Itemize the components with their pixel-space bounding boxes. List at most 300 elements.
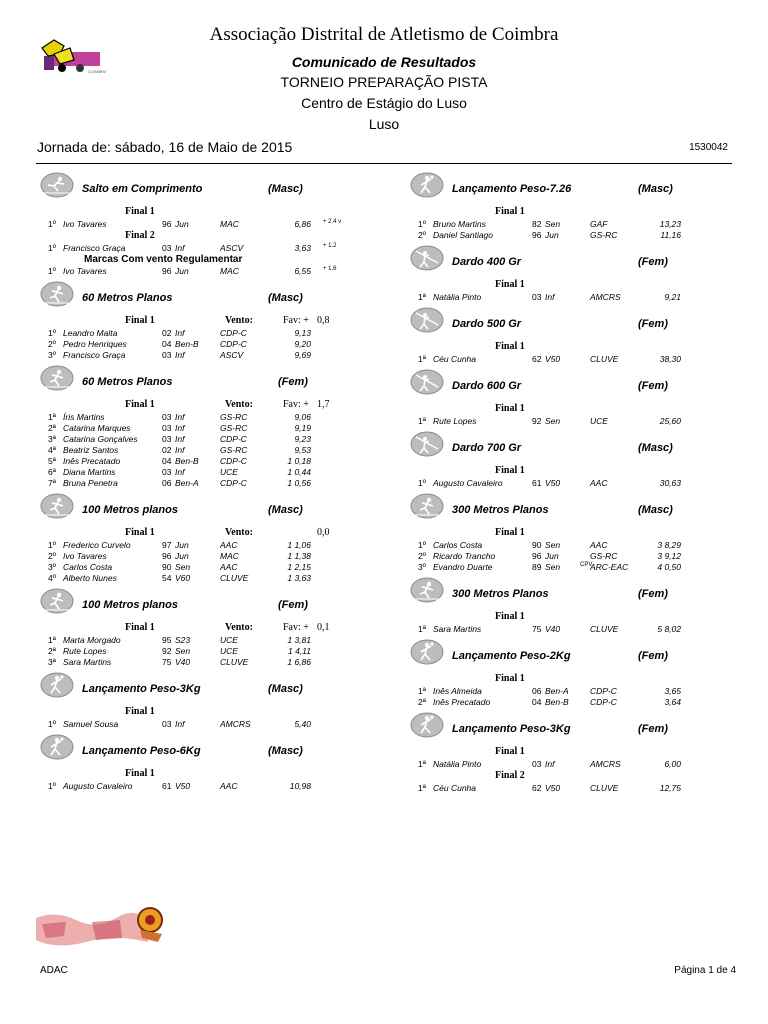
result-row	[410, 478, 730, 489]
tournament-name: TORNEIO PREPARAÇÃO PISTA	[280, 74, 488, 90]
mark: 9,69	[294, 350, 311, 360]
event-name: Dardo 700 Gr	[452, 442, 522, 454]
club: AAC	[220, 540, 238, 550]
final-header	[410, 611, 730, 624]
event-gender: (Fem)	[278, 376, 308, 388]
venue-name: Centro de Estágio do Luso	[301, 95, 467, 111]
event-section	[40, 281, 360, 365]
rank: 1ª	[418, 783, 426, 793]
birth-year: 96	[532, 551, 542, 561]
rank: 2ª	[418, 697, 426, 707]
result-row	[410, 697, 730, 708]
club: GAF	[590, 219, 608, 229]
age-category: Jun	[175, 219, 189, 229]
final-header	[410, 206, 730, 219]
birth-year: 03	[162, 423, 172, 433]
result-row	[40, 219, 360, 230]
birth-year: 04	[162, 456, 172, 466]
athlete-name: Céu Cunha	[433, 783, 477, 793]
result-row	[40, 573, 360, 584]
mark: 1 6,86	[287, 657, 311, 667]
athlete-name: Íris Martins	[63, 412, 105, 422]
rank: 2º	[48, 339, 56, 349]
result-row	[410, 354, 730, 365]
athlete-name: Francisco Graça	[63, 350, 126, 360]
birth-year: 97	[162, 540, 172, 550]
event-gender: (Masc)	[268, 292, 303, 304]
right-results-column	[410, 172, 730, 798]
age-category: Inf	[175, 423, 185, 433]
javelin-icon	[410, 369, 444, 395]
final-header	[410, 746, 730, 759]
final-label: Final 1	[125, 622, 155, 633]
mark: 9,13	[294, 328, 311, 338]
result-row	[410, 783, 730, 794]
sprint-icon	[40, 365, 74, 391]
age-category: Sen	[175, 646, 191, 656]
rank: 2º	[418, 230, 426, 240]
age-category: Sen	[545, 562, 561, 572]
birth-year: 03	[162, 719, 172, 729]
athlete-name: Evandro Duarte	[433, 562, 493, 572]
event-spacer	[40, 792, 360, 796]
rank: 5ª	[48, 456, 56, 466]
event-section	[410, 172, 730, 245]
result-row	[40, 478, 360, 489]
mark: 38,30	[659, 354, 681, 364]
final-header	[410, 770, 730, 783]
result-row	[40, 266, 360, 277]
final-label: Final 1	[495, 279, 525, 290]
rank: 1º	[48, 540, 56, 550]
age-category: Inf	[545, 759, 555, 769]
event-gender: (Masc)	[268, 745, 303, 757]
result-row	[40, 339, 360, 350]
event-gender: (Masc)	[638, 504, 673, 516]
document-title: Comunicado de Resultados	[291, 54, 477, 70]
athlete-name: Céu Cunha	[433, 354, 477, 364]
age-category: Inf	[175, 467, 185, 477]
club: CDP-C	[220, 478, 247, 488]
final-header	[40, 622, 360, 635]
club: ASCV	[220, 243, 244, 253]
wind-label: Vento:	[225, 622, 253, 633]
athlete-name: Ivo Tavares	[63, 551, 107, 561]
mark: 6,00	[664, 759, 681, 769]
event-header	[40, 734, 360, 768]
final-header	[410, 279, 730, 292]
final-header	[40, 527, 360, 540]
age-category: Sen	[545, 416, 561, 426]
sprint-icon	[40, 588, 74, 614]
mark: 3 9,12	[657, 551, 681, 561]
event-name: 100 Metros planos	[82, 504, 178, 516]
final-header	[40, 768, 360, 781]
final-label: Final 1	[125, 706, 155, 717]
shot-put-icon	[410, 712, 444, 738]
rank: 1º	[48, 266, 56, 276]
wind-value: 0,8	[317, 315, 330, 326]
mark: 1 0,44	[287, 467, 311, 477]
rank: 1ª	[48, 635, 56, 645]
mark: 30,63	[659, 478, 681, 488]
header-divider	[36, 163, 732, 164]
age-category: Inf	[175, 328, 185, 338]
birth-year: 06	[162, 478, 172, 488]
event-gender: (Fem)	[638, 588, 668, 600]
wind-label: Vento:	[225, 527, 253, 538]
result-row	[40, 646, 360, 657]
club: AAC	[220, 781, 238, 791]
age-category: V40	[545, 624, 561, 634]
athlete-name: Bruno Martins	[433, 219, 486, 229]
birth-year: 06	[532, 686, 542, 696]
event-header	[40, 172, 360, 206]
athlete-name: Leandro Malta	[63, 328, 118, 338]
birth-year: 03	[162, 434, 172, 444]
club: UCE	[590, 416, 608, 426]
event-name: 300 Metros Planos	[452, 588, 549, 600]
event-name: Lançamento Peso-3Kg	[82, 683, 201, 695]
club: UCE	[220, 467, 238, 477]
event-section	[410, 639, 730, 712]
result-row	[40, 781, 360, 792]
result-row	[40, 456, 360, 467]
birth-year: 02	[162, 445, 172, 455]
rank: 1ª	[418, 759, 426, 769]
event-section	[40, 672, 360, 734]
event-gender: (Masc)	[638, 183, 673, 195]
club: CLUVE	[220, 573, 249, 583]
club: GS-RC	[590, 551, 618, 561]
birth-year: 03	[162, 243, 172, 253]
result-row	[40, 540, 360, 551]
mark: 6,55	[294, 266, 311, 276]
club: ASCV	[220, 350, 244, 360]
event-name: Dardo 400 Gr	[452, 256, 522, 268]
age-category: V50	[545, 783, 561, 793]
event-section	[40, 588, 360, 672]
birth-year: 95	[162, 635, 172, 645]
rank: 3º	[418, 562, 426, 572]
club: CDP-C	[220, 328, 247, 338]
club: UCE	[220, 635, 238, 645]
event-name: Salto em Comprimento	[82, 183, 203, 195]
place-name: Luso	[368, 116, 400, 132]
event-header	[410, 172, 730, 206]
age-category: Jun	[545, 230, 559, 240]
mark: 5 8,02	[657, 624, 681, 634]
age-category: Ben-B	[545, 697, 569, 707]
age-category: Inf	[175, 412, 185, 422]
final-header	[40, 706, 360, 719]
final-label: Final 1	[495, 341, 525, 352]
age-category: Inf	[175, 434, 185, 444]
rank: 4º	[48, 573, 56, 583]
athlete-name: Daniel Santiago	[433, 230, 494, 240]
club: UCE	[220, 646, 238, 656]
athlete-name: Pedro Henriques	[63, 339, 127, 349]
rank: 1ª	[418, 354, 426, 364]
birth-year: 02	[162, 328, 172, 338]
final-header	[40, 315, 360, 328]
club: CLUVE	[590, 783, 619, 793]
event-name: Dardo 500 Gr	[452, 318, 522, 330]
rank: 1º	[48, 219, 56, 229]
shot-put-icon	[410, 639, 444, 665]
event-header	[410, 369, 730, 403]
birth-year: 90	[532, 540, 542, 550]
rank: 1ª	[418, 292, 426, 302]
athlete-name: Rute Lopes	[433, 416, 477, 426]
final-header	[40, 206, 360, 219]
wind-label: Vento:	[225, 399, 253, 410]
result-row	[40, 350, 360, 361]
event-gender: (Masc)	[268, 504, 303, 516]
age-category: Ben-B	[175, 339, 199, 349]
age-category: Inf	[175, 243, 185, 253]
wind-reading: + 2.4 v	[323, 219, 342, 225]
mark: 11,16	[660, 230, 681, 240]
result-row	[410, 686, 730, 697]
final-label: Final 1	[495, 403, 525, 414]
athlete-name: Carlos Costa	[63, 562, 113, 572]
club: MAC	[220, 551, 239, 561]
sprint-icon	[40, 493, 74, 519]
mark: 9,23	[294, 434, 311, 444]
birth-year: 03	[162, 412, 172, 422]
rank: 2º	[418, 551, 426, 561]
shot-put-icon	[40, 734, 74, 760]
age-category: Sen	[545, 219, 561, 229]
rank: 1ª	[418, 686, 426, 696]
rank: 1ª	[418, 624, 426, 634]
birth-year: 03	[162, 350, 172, 360]
age-category: Sen	[545, 540, 561, 550]
club: CDP-C	[220, 339, 247, 349]
result-row	[40, 719, 360, 730]
event-gender: (Fem)	[638, 380, 668, 392]
result-row	[410, 562, 730, 573]
cpv-flag: CPV	[580, 562, 593, 568]
rank: 3ª	[48, 657, 56, 667]
birth-year: 61	[162, 781, 172, 791]
event-name: Lançamento Peso-7.26	[452, 183, 572, 195]
rank: 7ª	[48, 478, 56, 488]
sprint-icon	[410, 493, 444, 519]
result-row	[40, 657, 360, 668]
club: CDP-C	[220, 434, 247, 444]
athlete-name: Diana Martins	[63, 467, 116, 477]
event-section	[40, 493, 360, 588]
final-header	[410, 465, 730, 478]
organization-name: Associação Distrital de Atletismo de Coimbra	[209, 24, 559, 45]
rank: 1º	[418, 219, 426, 229]
club: GS-RC	[220, 445, 248, 455]
document-code: 1530042	[689, 142, 728, 153]
event-section	[410, 245, 730, 307]
mark: 9,20	[294, 339, 311, 349]
mark: 1 0,56	[287, 478, 311, 488]
result-row	[40, 328, 360, 339]
rank: 2º	[48, 551, 56, 561]
event-header	[40, 493, 360, 527]
result-row	[410, 230, 730, 241]
event-section	[410, 493, 730, 577]
event-section	[410, 712, 730, 798]
rank: 3º	[48, 350, 56, 360]
age-category: Inf	[175, 445, 185, 455]
result-row	[40, 551, 360, 562]
birth-year: 96	[532, 230, 542, 240]
mark: 3,64	[664, 697, 681, 707]
event-name: Dardo 600 Gr	[452, 380, 522, 392]
event-gender: (Fem)	[638, 650, 668, 662]
club: CDP-C	[590, 686, 617, 696]
birth-year: 04	[532, 697, 542, 707]
event-name: 60 Metros Planos	[82, 292, 173, 304]
age-category: V40	[175, 657, 191, 667]
event-section	[410, 431, 730, 493]
athlete-name: Inês Almeida	[433, 686, 482, 696]
wind-label: Vento:	[225, 315, 253, 326]
birth-year: 03	[532, 759, 542, 769]
event-gender: (Masc)	[638, 442, 673, 454]
event-gender: (Masc)	[268, 183, 303, 195]
shot-put-icon	[40, 672, 74, 698]
club: CDP-C	[220, 456, 247, 466]
athlete-name: Augusto Cavaleiro	[63, 781, 133, 791]
final-label: Final 1	[495, 746, 525, 757]
wind-favor-label: Fav: +	[283, 315, 309, 326]
event-header	[410, 639, 730, 673]
final-label: Final 2	[125, 230, 155, 241]
final-label: Final 1	[495, 673, 525, 684]
javelin-icon	[410, 245, 444, 271]
wind-value: 0,0	[317, 527, 330, 538]
athlete-name: Bruna Penetra	[63, 478, 118, 488]
age-category: Jun	[175, 540, 189, 550]
event-header	[410, 245, 730, 279]
age-category: Inf	[175, 719, 185, 729]
athlete-name: Sara Martins	[63, 657, 112, 667]
sprint-icon	[410, 577, 444, 603]
athlete-name: Ivo Tavares	[63, 219, 107, 229]
club: CLUVE	[220, 657, 249, 667]
final-label: Final 1	[125, 315, 155, 326]
club: AAC	[220, 562, 238, 572]
age-category: Jun	[175, 551, 189, 561]
age-category: Ben-A	[545, 686, 569, 696]
rank: 1º	[48, 719, 56, 729]
sprint-icon	[40, 281, 74, 307]
athlete-name: Sara Martins	[433, 624, 482, 634]
birth-year: 75	[162, 657, 172, 667]
event-gender: (Fem)	[638, 723, 668, 735]
wind-value: 0,1	[317, 622, 330, 633]
age-category: V50	[175, 781, 191, 791]
result-row	[410, 292, 730, 303]
age-category: Jun	[175, 266, 189, 276]
athlete-name: Catarina Marques	[63, 423, 131, 433]
athlete-name: Natália Pinto	[433, 759, 482, 769]
mark: 12,75	[659, 783, 681, 793]
rank: 1º	[48, 328, 56, 338]
result-row	[410, 624, 730, 635]
event-gender: (Masc)	[268, 683, 303, 695]
club: GS-RC	[220, 412, 248, 422]
rank: 2ª	[48, 646, 56, 656]
club: AMCRS	[590, 759, 621, 769]
mark: 1 1,06	[287, 540, 311, 550]
mark: 6,86	[294, 219, 311, 229]
birth-year: 04	[162, 339, 172, 349]
mark: 9,19	[294, 423, 311, 433]
birth-year: 03	[162, 467, 172, 477]
athlete-name: Inês Precatado	[433, 697, 491, 707]
age-category: V50	[545, 354, 561, 364]
result-row	[40, 243, 360, 254]
javelin-icon	[410, 431, 444, 457]
final-label: Final 1	[495, 465, 525, 476]
birth-year: 96	[162, 219, 172, 229]
result-row	[40, 412, 360, 423]
event-gender: (Fem)	[278, 599, 308, 611]
long-jump-icon	[40, 172, 74, 198]
event-name: 300 Metros Planos	[452, 504, 549, 516]
athlete-name: Catarina Gonçalves	[63, 434, 138, 444]
club: ARC-EAC	[590, 562, 629, 572]
age-category: Inf	[545, 292, 555, 302]
club: AMCRS	[220, 719, 251, 729]
event-section	[40, 734, 360, 796]
athlete-name: Frederico Curvelo	[63, 540, 131, 550]
mark: 1 2,15	[287, 562, 311, 572]
wind-value: 1,7	[317, 399, 330, 410]
birth-year: 89	[532, 562, 542, 572]
club: CDP-C	[590, 697, 617, 707]
final-header	[410, 341, 730, 354]
event-header	[40, 588, 360, 622]
wind-reading: + 1.6	[323, 266, 337, 272]
mark: 9,21	[664, 292, 681, 302]
event-name: Lançamento Peso-2Kg	[452, 650, 571, 662]
final-header	[410, 527, 730, 540]
jornada-date: Jornada de: sábado, 16 de Maio de 2015	[37, 139, 293, 155]
final-label: Final 1	[125, 527, 155, 538]
footer-organization: ADAC	[40, 965, 68, 976]
club: GS-RC	[590, 230, 618, 240]
mark: 3 8,29	[657, 540, 681, 550]
shot-put-icon	[410, 172, 444, 198]
final-label: Final 1	[495, 527, 525, 538]
age-category: Ben-A	[175, 478, 199, 488]
athlete-name: Natália Pinto	[433, 292, 482, 302]
event-header	[410, 712, 730, 746]
rank: 3º	[48, 562, 56, 572]
athlete-name: Beatriz Santos	[63, 445, 119, 455]
athlete-name: Alberto Nunes	[63, 573, 117, 583]
final-label: Final 1	[125, 206, 155, 217]
event-gender: (Fem)	[638, 318, 668, 330]
mark: 1 0,18	[287, 456, 311, 466]
final-header	[40, 230, 360, 243]
mark: 13,23	[659, 219, 681, 229]
club: CLUVE	[590, 354, 619, 364]
athlete-name: Rute Lopes	[63, 646, 107, 656]
mark: 1 1,38	[287, 551, 311, 561]
birth-year: 61	[532, 478, 542, 488]
